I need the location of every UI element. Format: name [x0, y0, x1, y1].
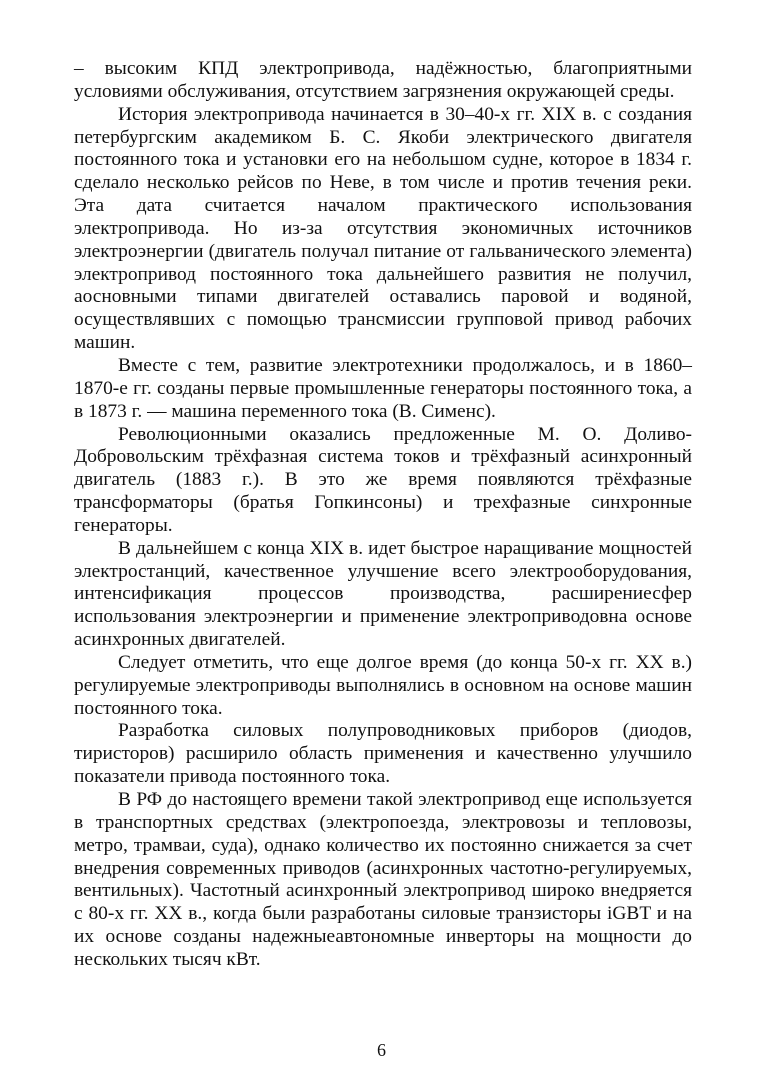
page-body [74, 58, 692, 972]
paragraph-continuation: – высоким КПД электропривода, надёжностью, благоприятными условиями обслуживания, отсутствием загрязнения окружающей среды. [74, 58, 692, 102]
paragraph-rf-transport: В РФ до настоящего времени такой электропривод еще используется в транспортных средствах (электропоезда, электровозы и тепловозы, метро, трамваи, суда), однако количество их постоянно снижается за счет внедрения современных приводов (асинхронных частотно-регулируемых, вентильных). Частотный асинхронный электропривод широко внедряется с 80-х гг. XX в., когда были разработаны силовые транзисторы iGBT и на их основе созданы надежныеавтономные инверторы на мощности до нескольких тысяч кВт. [74, 789, 692, 970]
paragraph-power-growth: В дальнейшем с конца XIX в. идет быстрое наращивание мощностей электростанций, качественное улучшение всего электрооборудования, интенсификация процессов производства, расширениесфер использования электроэнергии и применение электроприводовна основе асинхронных двигателей. [74, 537, 692, 651]
page-number: 6 [377, 1040, 386, 1060]
paragraph-three-phase: Революционными оказались предложенные М. О. Доливо-Добровольским трёхфазная система токов и трёхфазный асинхронный двигатель (1883 г.). В это же время появляются трёхфазные трансформаторы (братья Гопкинсоны) и трехфазные синхронные генераторы. [74, 423, 692, 536]
paragraph-semiconductors: Разработка силовых полупроводниковых приборов (диодов, тиристоров) расширило область применения и качественно улучшило показатели привода постоянного тока. [74, 720, 692, 788]
paragraph-dc-machines: Следует отметить, что еще долгое время (до конца 50-х гг. XX в.) регулируемые электроприводы выполнялись в основном на основе машин постоянного тока. [74, 651, 692, 719]
paragraph-electrotechnics: Вместе с тем, развитие электротехники продолжалось, и в 1860–1870-е гг. созданы первые промышленные генераторы постоянного тока, а в 1873 г. — машина переменного тока (В. Сименс). [74, 354, 692, 422]
paragraph-history: История электропривода начинается в 30–40-х гг. XIX в. с создания петербургским академиком Б. С. Якоби электрического двигателя постоянного тока и установки его на небольшом судне, которое в 1834 г. сделало несколько рейсов по Неве, в том числе и против течения реки. Эта дата считается началом практического использования электропривода. Но из-за отсутствия экономичных источников электроэнергии (двигатель получал питание от гальванического элемента) электропривод постоянного тока дальнейшего развития не получил, аосновными типами двигателей оставались паровой и водяной, осуществлявших с помощью трансмиссии групповой привод рабочих машин. [74, 103, 692, 354]
